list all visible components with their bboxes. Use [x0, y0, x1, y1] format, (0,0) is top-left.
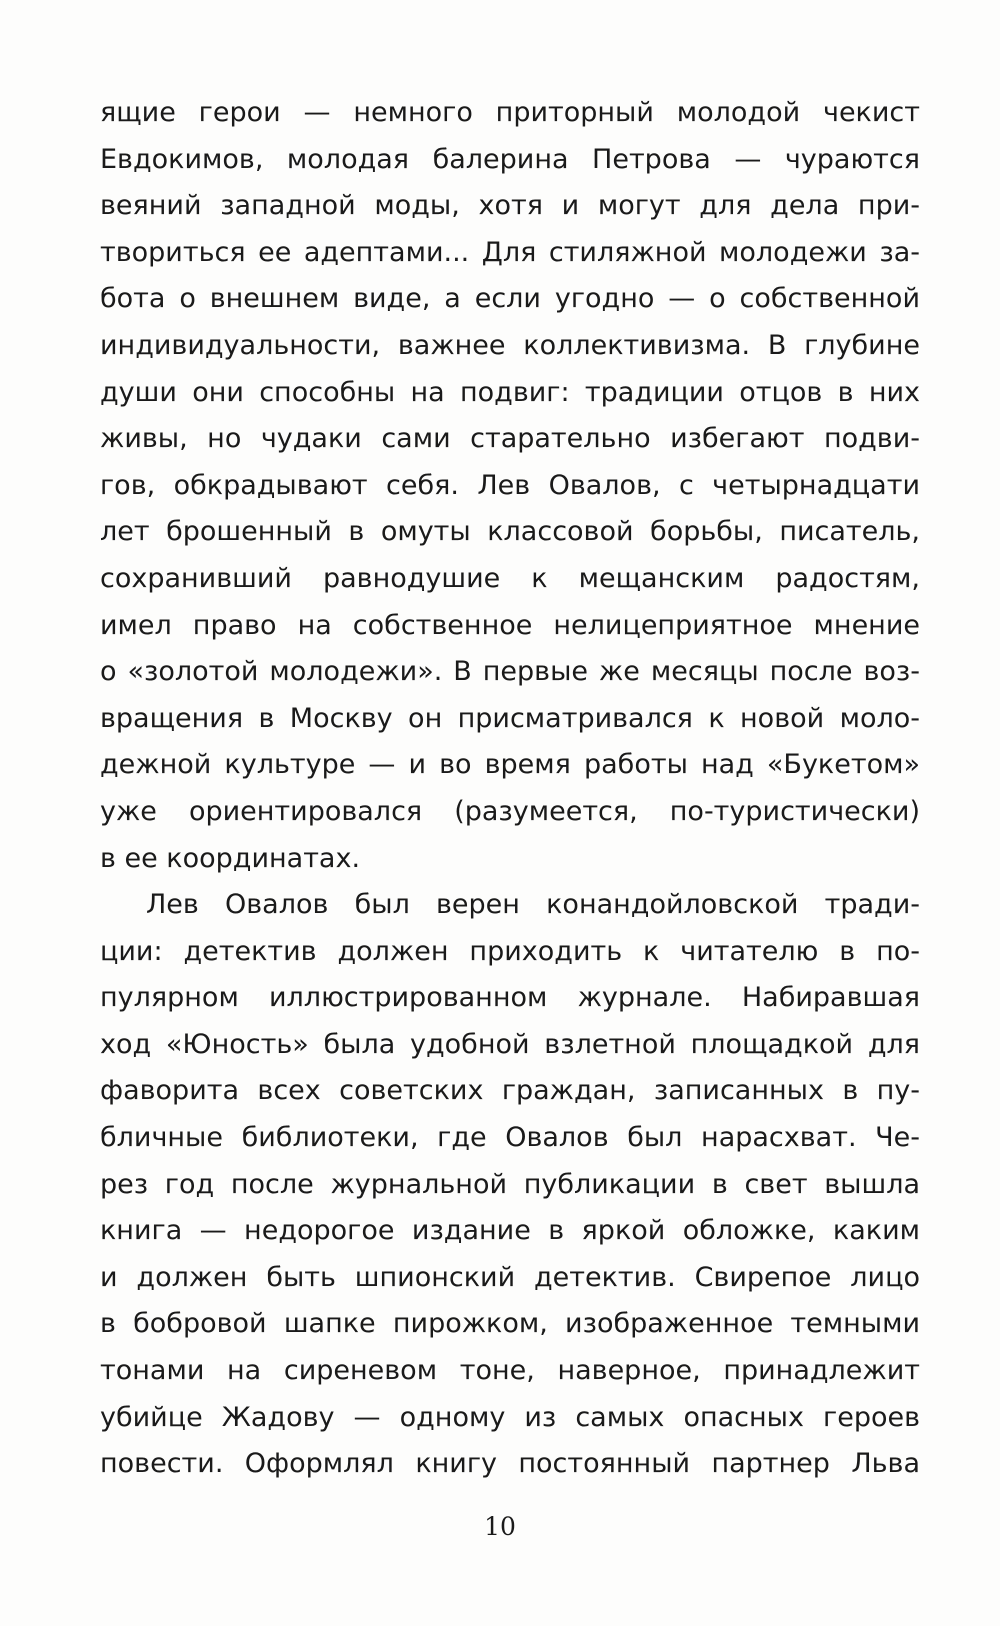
- text-line: о «золотой молодежи». В первые же месяцы после воз-: [100, 656, 920, 688]
- text-line: пулярном иллюстрированном журнале. Набиравшая: [100, 982, 920, 1014]
- text-line: повести. Оформлял книгу постоянный партнер Льва: [100, 1448, 920, 1480]
- text-line: тонами на сиреневом тоне, наверное, принадлежит: [100, 1355, 920, 1387]
- text-line: гов, обкрадывают себя. Лев Овалов, с четырнадцати: [100, 469, 920, 501]
- text-line: рез год после журнальной публикации в свет вышла: [100, 1168, 920, 1200]
- text-line: сохранивший равнодушие к мещанским радостям,: [100, 562, 920, 594]
- text-line: бличные библиотеки, где Овалов был нарасхват. Че-: [100, 1122, 920, 1154]
- text-line: убийце Жадову — одному из самых опасных героев: [100, 1401, 920, 1433]
- text-line: Евдокимов, молодая балерина Петрова — чураются: [100, 143, 920, 175]
- text-line: в бобровой шапке пирожком, изображенное темными: [100, 1308, 920, 1340]
- text-line: ции: детектив должен приходить к читателю в по-: [100, 935, 920, 967]
- text-line: бота о внешнем виде, а если угодно — о собственной: [100, 283, 920, 315]
- text-line: фаворита всех советских граждан, записанных в пу-: [100, 1075, 920, 1107]
- paragraph-2: [100, 882, 920, 1488]
- text-line: лет брошенный в омуты классовой борьбы, писатель,: [100, 516, 920, 548]
- text-line: вращения в Москву он присматривался к новой моло-: [100, 702, 920, 734]
- text-line: живы, но чудаки сами старательно избегают подви-: [100, 423, 920, 455]
- text-line: Лев Овалов был верен конандойловской тради-: [146, 889, 920, 921]
- text-line: ящие герои — немного приторный молодой чекист: [100, 97, 920, 128]
- text-line: в ее координатах.: [100, 842, 361, 874]
- text-line: души они способны на подвиг: традиции отцов в них: [100, 376, 920, 408]
- text-line: ход «Юность» была удобной взлетной площадкой для: [100, 1028, 920, 1060]
- text-line: книга — недорогое издание в яркой обложке, каким: [100, 1215, 920, 1247]
- paragraph-1: [100, 90, 920, 882]
- text-line: дежной культуре — и во время работы над «Букетом»: [100, 749, 920, 781]
- page-number: 10: [484, 1512, 516, 1541]
- text-line: индивидуальности, важнее коллективизма. В глубине: [100, 329, 920, 361]
- text-line: и должен быть шпионский детектив. Свирепое лицо: [100, 1261, 920, 1293]
- text-line: веяний западной моды, хотя и могут для дела при-: [100, 190, 920, 222]
- text-line: уже ориентировался (разумеется, по-туристически): [100, 795, 920, 827]
- body-text: [100, 90, 920, 1488]
- text-line: твориться ее адептами... Для стиляжной молодежи за-: [100, 236, 920, 268]
- text-line: имел право на собственное нелицеприятное мнение: [100, 609, 920, 641]
